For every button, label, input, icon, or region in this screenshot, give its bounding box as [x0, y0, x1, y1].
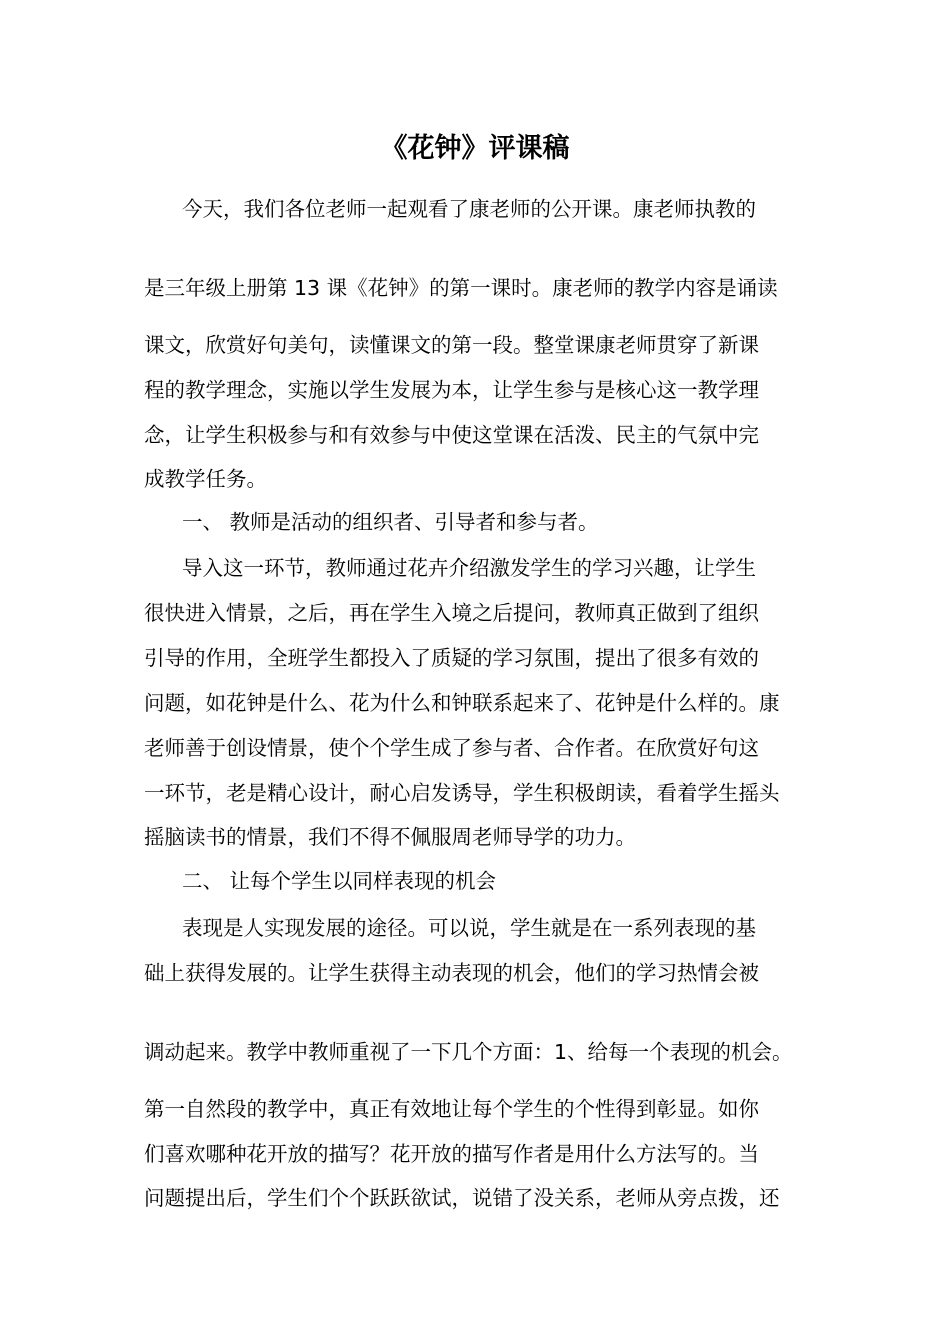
- paragraph-line: 表现是人实现发展的途径。可以说，学生就是在一系列表现的基: [182, 916, 756, 940]
- paragraph-line: 调动起来。教学中教师重视了一下几个方面：1、给每一个表现的机会。: [144, 1040, 793, 1064]
- paragraph-line: 成教学任务。: [144, 467, 267, 491]
- paragraph-line: 老师善于创设情景，使个个学生成了参与者、合作者。在欣赏好句这: [144, 736, 759, 760]
- paragraph-line: 一环节，老是精心设计，耐心启发诱导，学生积极朗读，看着学生摇头: [144, 781, 780, 805]
- paragraph-line: 们喜欢哪种花开放的描写？花开放的描写作者是用什么方法写的。当: [144, 1142, 759, 1166]
- paragraph-line: 很快进入情景，之后，再在学生入境之后提问，教师真正做到了组织: [144, 601, 759, 625]
- paragraph-line: 问题提出后，学生们个个跃跃欲试，说错了没关系，老师从旁点拨，还: [144, 1186, 780, 1210]
- paragraph-line: 导入这一环节，教师通过花卉介绍激发学生的学习兴趣，让学生: [182, 556, 756, 580]
- paragraph-line: 问题，如花钟是什么、花为什么和钟联系起来了、花钟是什么样的。康: [144, 691, 780, 715]
- paragraph-line: 是三年级上册第 13 课《花钟》的第一课时。康老师的教学内容是诵读: [144, 276, 778, 300]
- paragraph-line: 念，让学生积极参与和有效参与中使这堂课在活泼、民主的气氛中完: [144, 423, 759, 447]
- paragraph-line: 础上获得发展的。让学生获得主动表现的机会，他们的学习热情会被: [144, 961, 759, 985]
- document-title: 《花钟》评课稿: [380, 133, 570, 164]
- paragraph-line: 程的教学理念，实施以学生发展为本，让学生参与是核心这一教学理: [144, 378, 759, 402]
- paragraph-line: 课文，欣赏好句美句，读懂课文的第一段。整堂课康老师贯穿了新课: [144, 333, 759, 357]
- section-heading: 一、 教师是活动的组织者、引导者和参与者。: [182, 510, 599, 534]
- section-heading: 二、 让每个学生以同样表现的机会: [182, 869, 497, 893]
- paragraph-line: 摇脑读书的情景，我们不得不佩服周老师导学的功力。: [144, 825, 636, 849]
- paragraph-line: 第一自然段的教学中，真正有效地让每个学生的个性得到彰显。如你: [144, 1097, 759, 1121]
- paragraph-line: 引导的作用，全班学生都投入了质疑的学习氛围，提出了很多有效的: [144, 646, 759, 670]
- paragraph-line: 今天，我们各位老师一起观看了康老师的公开课。康老师执教的: [182, 197, 756, 221]
